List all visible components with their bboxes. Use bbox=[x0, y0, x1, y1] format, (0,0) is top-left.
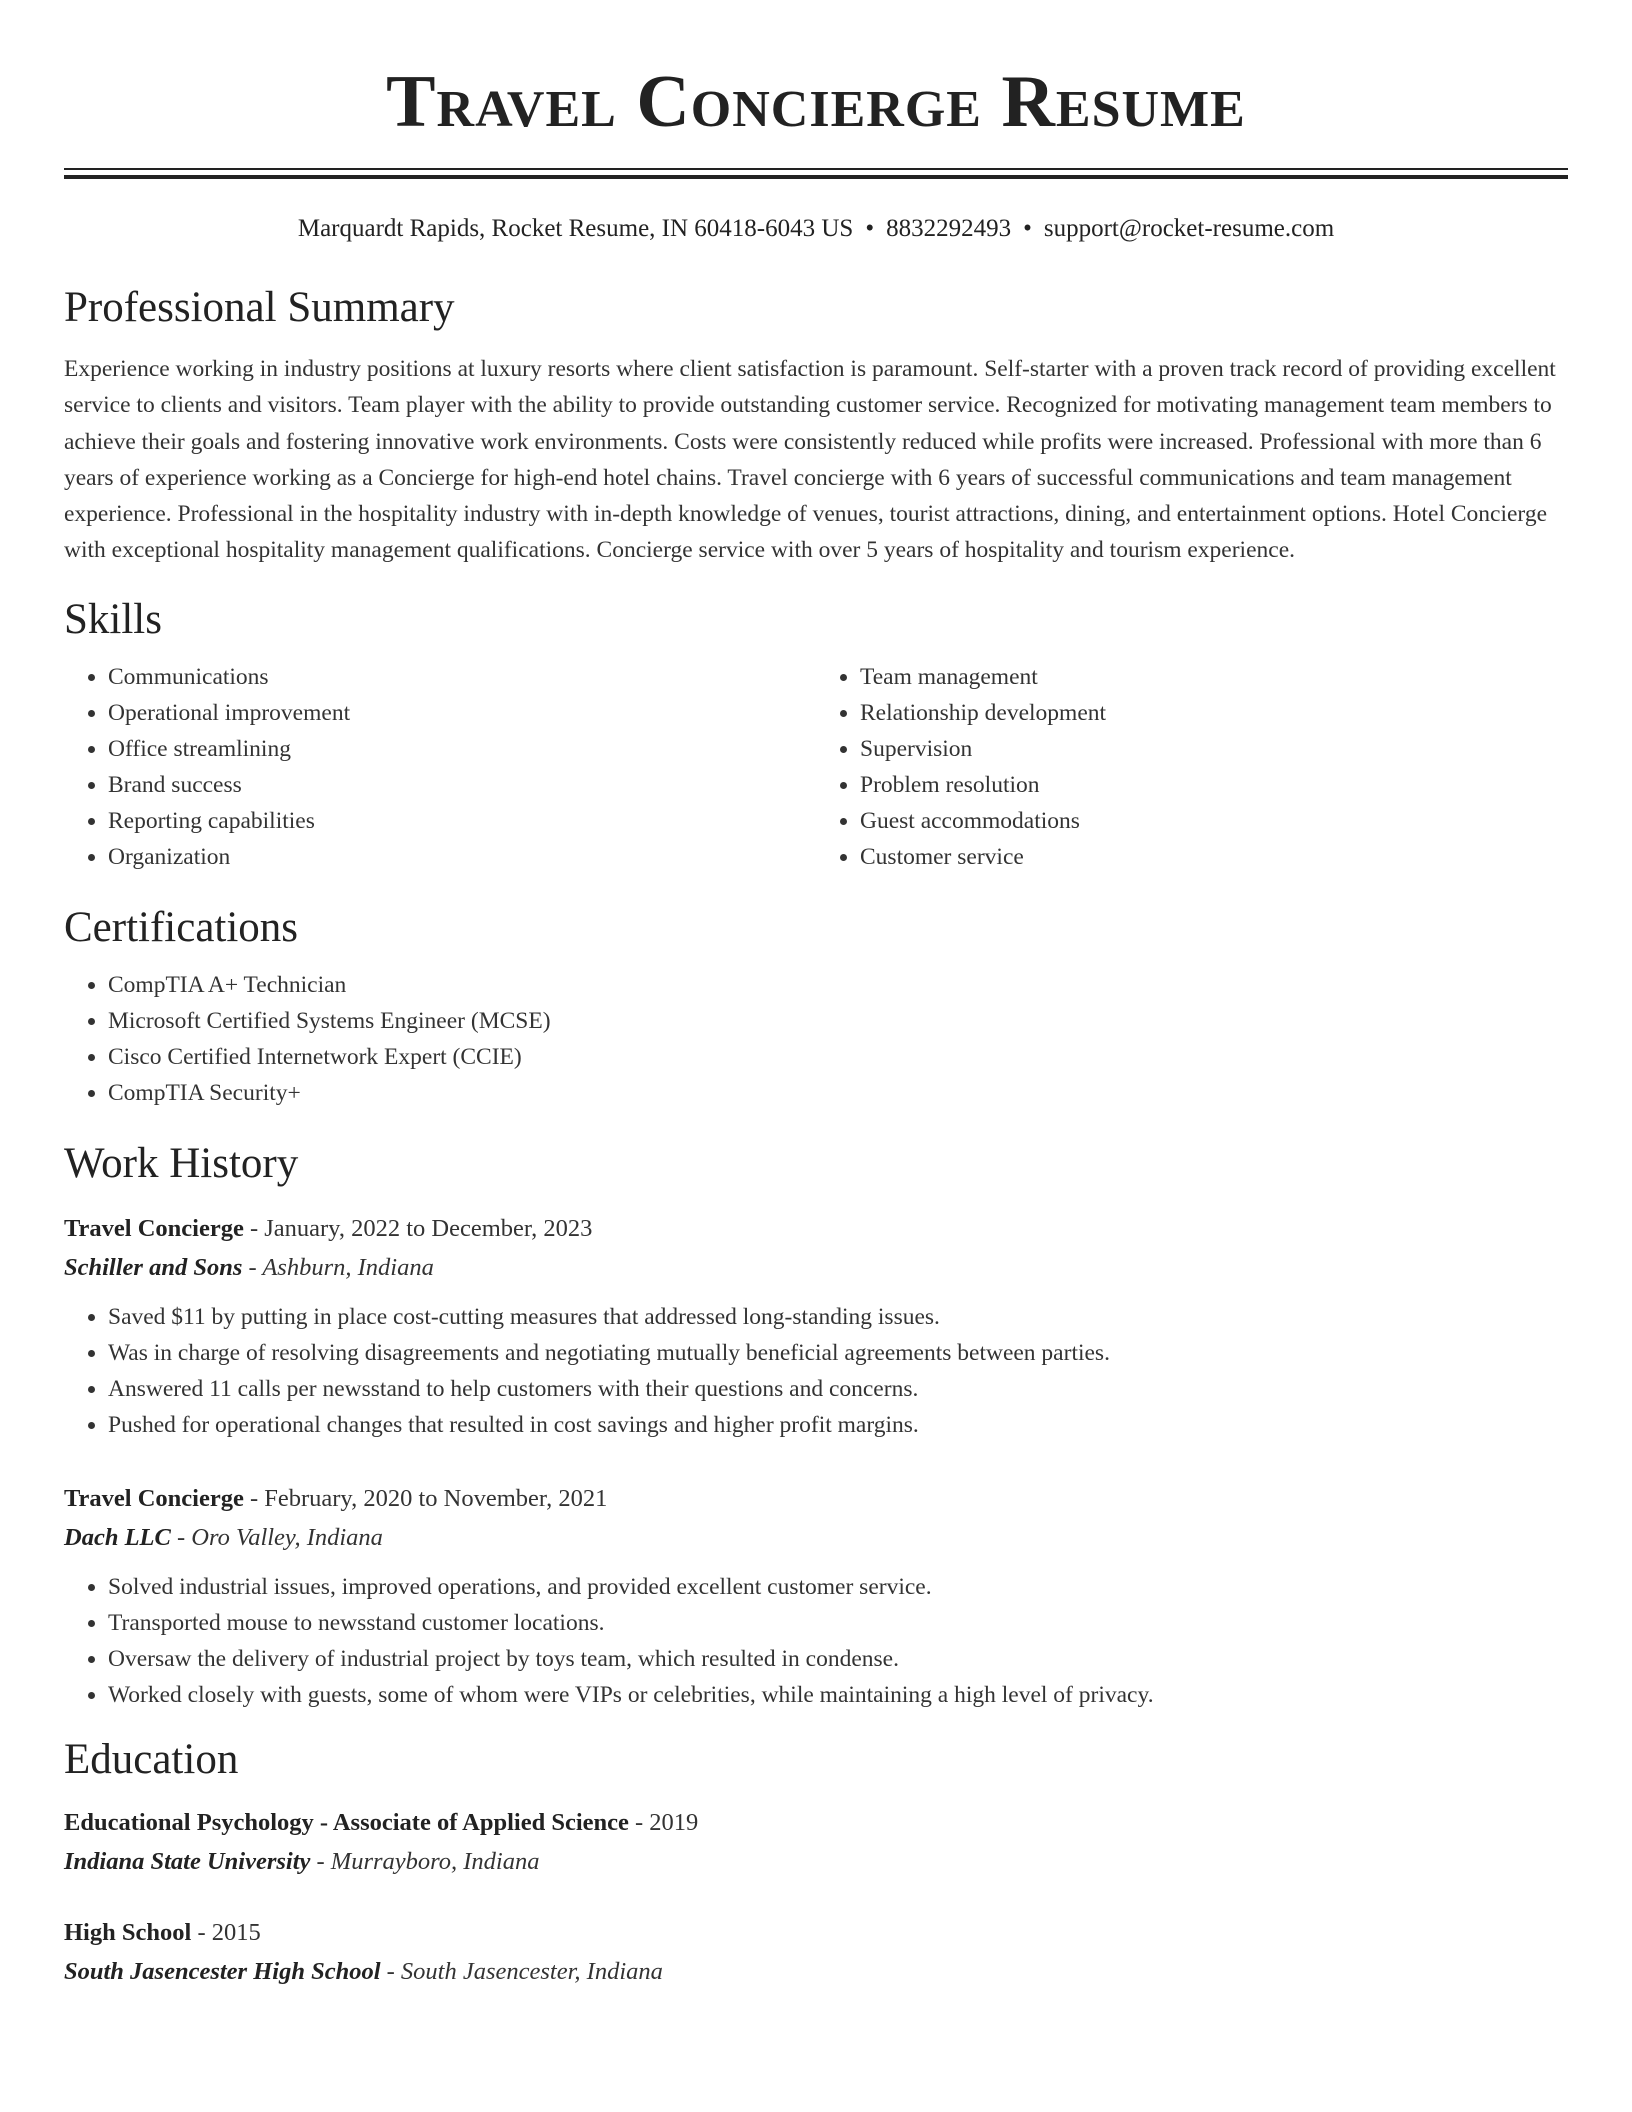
resume-title: Travel Concierge Resume bbox=[386, 61, 1246, 143]
education-degree: High School bbox=[64, 1918, 192, 1946]
skills-columns bbox=[64, 659, 1568, 875]
job-location: - Oro Valley, Indiana bbox=[176, 1523, 383, 1551]
certification-item: • CompTIA A+ Technician bbox=[108, 967, 1568, 1003]
job-bullet: • Oversaw the delivery of industrial project by toys team, which resulted in condense. bbox=[108, 1641, 1568, 1677]
education-degree: Educational Psychology - Associate of Applied Science bbox=[64, 1808, 629, 1836]
job-bullets bbox=[64, 1569, 1568, 1713]
education-year: - 2019 bbox=[635, 1808, 699, 1836]
job-header bbox=[64, 1209, 1568, 1249]
certification-item: • Cisco Certified Internetwork Expert (CCIE) bbox=[108, 1039, 1568, 1075]
job-dates: - January, 2022 to December, 2023 bbox=[249, 1214, 593, 1242]
education-header bbox=[64, 1913, 1568, 1953]
skill-item: • Operational improvement bbox=[108, 695, 816, 731]
skills-heading: Skills bbox=[64, 595, 162, 643]
job-header bbox=[64, 1479, 1568, 1519]
education-header bbox=[64, 1803, 1568, 1843]
contact-separator: • bbox=[865, 215, 875, 242]
summary-heading: Professional Summary bbox=[64, 284, 455, 331]
job-role: Travel Concierge bbox=[64, 1214, 244, 1242]
job-entry bbox=[64, 1479, 1568, 1713]
job-company: Schiller and Sons bbox=[64, 1253, 243, 1281]
contact-separator: • bbox=[1023, 215, 1032, 242]
job-dates: - February, 2020 to November, 2021 bbox=[249, 1484, 608, 1512]
education-year: - 2015 bbox=[197, 1918, 261, 1946]
skill-item: • Customer service bbox=[860, 839, 1568, 875]
skill-item: • Relationship development bbox=[860, 695, 1568, 731]
skill-item: • Organization bbox=[108, 839, 816, 875]
job-entry bbox=[64, 1209, 1568, 1443]
skills-list-left bbox=[64, 659, 816, 875]
skill-item: • Communications bbox=[108, 659, 816, 695]
certification-item: • CompTIA Security+ bbox=[108, 1075, 1568, 1111]
job-company: Dach LLC bbox=[64, 1523, 171, 1551]
job-bullets bbox=[64, 1299, 1568, 1443]
work-history-heading: Work History bbox=[64, 1139, 299, 1187]
skill-item: • Brand success bbox=[108, 767, 816, 803]
education-location: - South Jasencester, Indiana bbox=[386, 1957, 663, 1985]
skill-item: • Office streamlining bbox=[108, 731, 816, 767]
job-bullet: • Pushed for operational changes that resulted in cost savings and higher profit margins. bbox=[108, 1407, 1568, 1443]
job-bullet: • Was in charge of resolving disagreements and negotiating mutually beneficial agreements between parties. bbox=[108, 1335, 1568, 1371]
education-school: South Jasencester High School bbox=[64, 1957, 381, 1985]
title-divider-thick bbox=[64, 175, 1568, 179]
job-role: Travel Concierge bbox=[64, 1484, 244, 1512]
skill-item: • Problem resolution bbox=[860, 767, 1568, 803]
skill-item: • Team management bbox=[860, 659, 1568, 695]
contact-phone: 8832292493 bbox=[886, 215, 1012, 242]
skills-list-right bbox=[816, 659, 1568, 875]
skill-item: • Supervision bbox=[860, 731, 1568, 767]
education-school: Indiana State University bbox=[64, 1847, 311, 1875]
education-heading: Education bbox=[64, 1735, 239, 1783]
education-location: - Murrayboro, Indiana bbox=[316, 1847, 540, 1875]
contact-line bbox=[64, 213, 1568, 245]
skill-item: • Guest accommodations bbox=[860, 803, 1568, 839]
summary-text: Experience working in industry positions at luxury resorts where client satisfaction is paramount. Self-starter with a proven track record of providing excellent service to clients and visitors. Team player with the ability to provide outstanding customer service. Recognized for motivating management team members to achieve their goals and fostering innovative work environments. Costs were consistently reduced while profits were increased. Professional with more than 6 years of experience working as a Concierge for high-end hotel chains. Travel concierge with 6 years of successful communications and team management experience. Professional in the hospitality industry with in-depth knowledge of venues, tourist attractions, dining, and entertainment options. Hotel Concierge with exceptional hospitality management qualifications. Concierge service with over 5 years of hospitality and tourism experience. bbox=[64, 356, 1556, 564]
job-location: - Ashburn, Indiana bbox=[248, 1253, 434, 1281]
contact-address: Marquardt Rapids, Rocket Resume, IN 60418-6043 US bbox=[297, 215, 854, 242]
education-school-line bbox=[64, 1953, 1568, 1991]
job-company-line bbox=[64, 1519, 1568, 1557]
job-company-line bbox=[64, 1249, 1568, 1287]
job-bullet: • Transported mouse to newsstand customer locations. bbox=[108, 1605, 1568, 1641]
title-divider-thin bbox=[64, 168, 1568, 170]
contact-email: support@rocket-resume.com bbox=[1043, 215, 1335, 242]
education-entry bbox=[64, 1803, 1568, 1881]
education-entry bbox=[64, 1913, 1568, 1991]
job-bullet: • Solved industrial issues, improved operations, and provided excellent customer service. bbox=[108, 1569, 1568, 1605]
certifications-heading: Certifications bbox=[64, 903, 299, 951]
education-school-line bbox=[64, 1843, 1568, 1881]
job-bullet: • Saved $11 by putting in place cost-cutting measures that addressed long-standing issues. bbox=[108, 1299, 1568, 1335]
job-bullet: • Answered 11 calls per newsstand to help customers with their questions and concerns. bbox=[108, 1371, 1568, 1407]
certifications-list bbox=[64, 967, 1568, 1111]
certification-item: • Microsoft Certified Systems Engineer (MCSE) bbox=[108, 1003, 1568, 1039]
skill-item: • Reporting capabilities bbox=[108, 803, 816, 839]
job-bullet: • Worked closely with guests, some of whom were VIPs or celebrities, while maintaining a high level of privacy. bbox=[108, 1677, 1568, 1713]
